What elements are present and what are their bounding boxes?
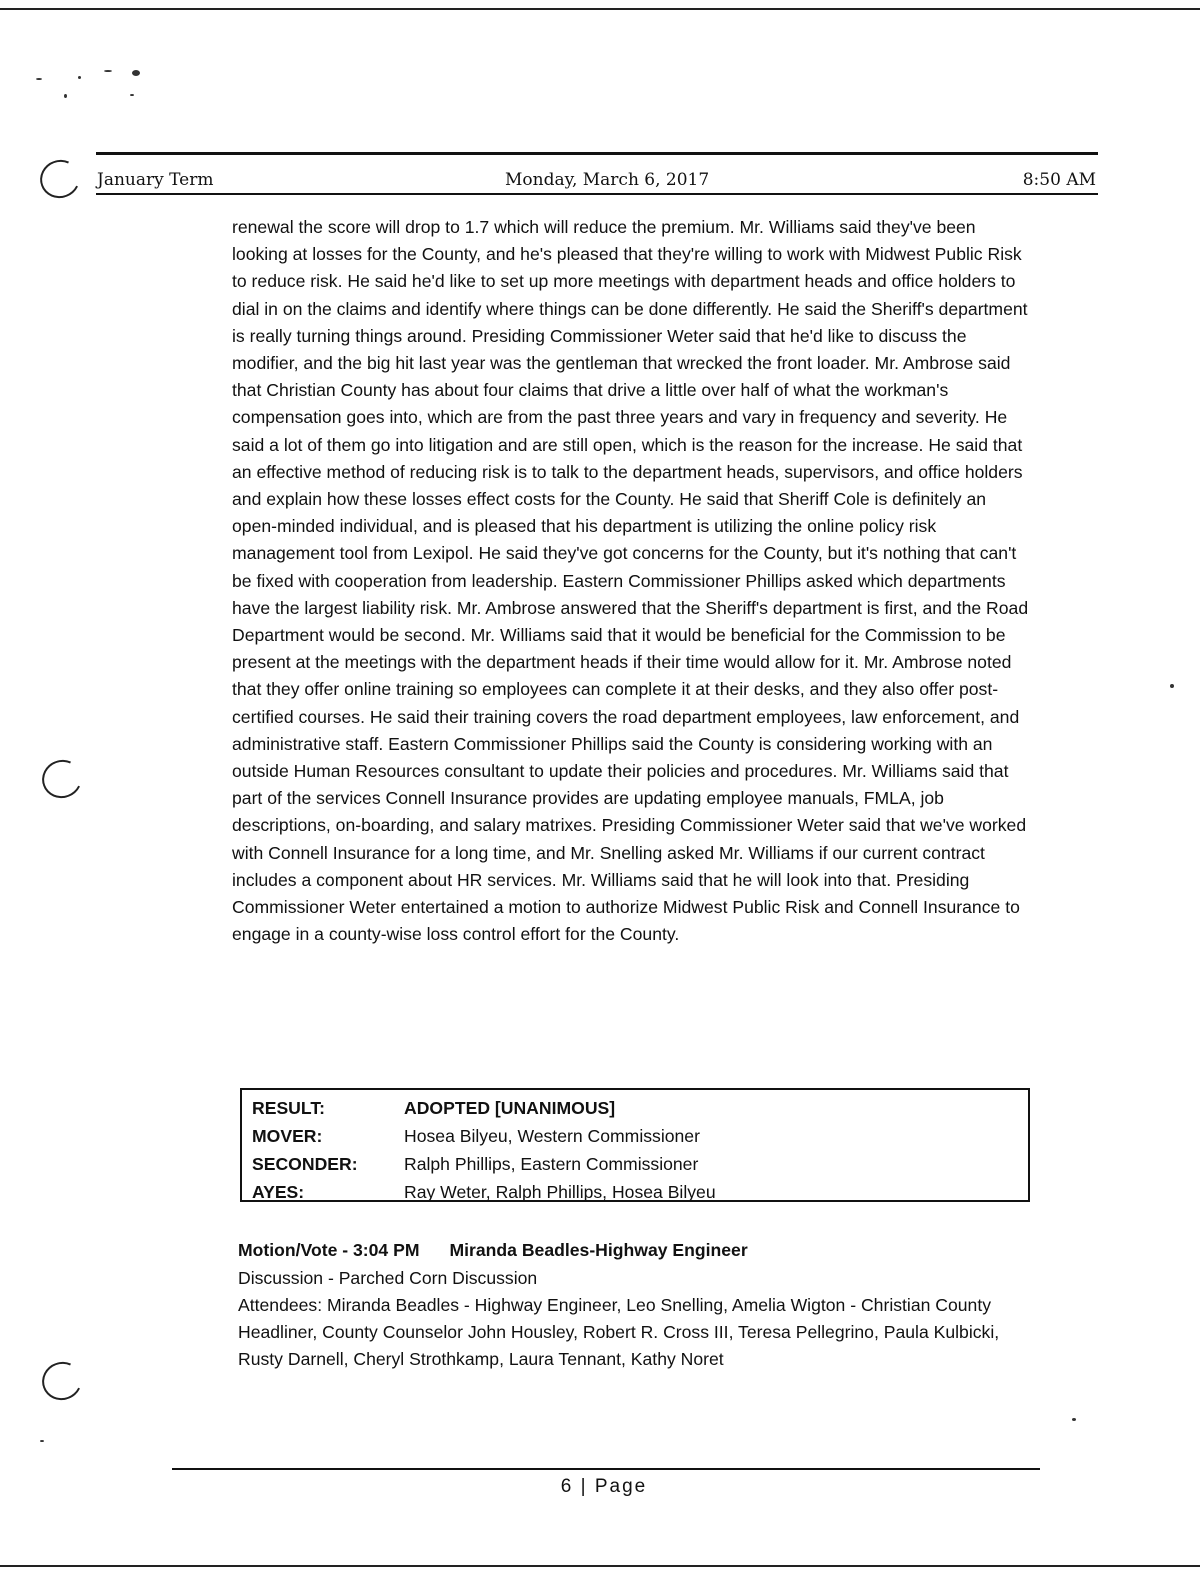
discussion-line: Discussion - Parched Corn Discussion (238, 1268, 538, 1288)
seconder-row (252, 1154, 698, 1175)
punch-hole (37, 1356, 88, 1405)
page-number: 6 | Page (560, 1476, 648, 1497)
scan-speck (40, 1440, 44, 1442)
scan-speck (132, 70, 140, 76)
mover-label: MOVER: (252, 1126, 323, 1146)
vote-result-box (240, 1088, 1030, 1202)
scan-speck (64, 94, 67, 98)
scan-speck (1072, 1418, 1076, 1421)
motion-label: Motion/Vote - (238, 1240, 349, 1260)
scan-top-edge (0, 8, 1200, 10)
punch-hole (35, 154, 86, 203)
header-term: January Term (97, 170, 214, 190)
footer-rule (172, 1468, 1040, 1470)
motion-presenter: Miranda Beadles-Highway Engineer (449, 1240, 748, 1260)
motion-heading (238, 1240, 748, 1261)
mover-row (252, 1126, 700, 1147)
ayes-label: AYES: (252, 1182, 305, 1202)
scan-speck (1170, 684, 1174, 688)
motion-time: 3:04 PM (353, 1240, 420, 1260)
scan-speck (130, 94, 134, 96)
ayes-value: Ray Weter, Ralph Phillips, Hosea Bilyeu (404, 1182, 716, 1202)
header-time: 8:50 AM (1022, 170, 1096, 190)
header-date: Monday, March 6, 2017 (505, 170, 710, 190)
minutes-paragraph: renewal the score will drop to 1.7 which will reduce the premium. Mr. Williams said they've been looking at losses for the County, and he's pleased that they're willing to work with Midwest Public Risk to reduce risk. He said he'd like to set up more meetings with department heads and office holders to dial in on the claims and identify where things can be done differently. He said the Sheriff's department is really turning things around. Presiding Commissioner Weter said that he'd like to discuss the modifier, and the big hit last year was the gentleman that wrecked the front loader. Mr. Ambrose said that Christian County has about four claims that drive a little over half of what the workman's compensation goes into, which are from the past three years and vary in frequency and severity. He said a lot of them go into litigation and are still open, which is the reason for the increase. He said that an effective method of reducing risk is to talk to the department heads, supervisors, and office holders and explain how these losses effect costs for the County. He said that Sheriff Cole is definitely an open-minded individual, and is pleased that his department is utilizing the online policy risk management tool from Lexipol. He said they've got concerns for the County, but it's nothing that can't be fixed with cooperation from leadership. Eastern Commissioner Phillips asked which departments have the largest liability risk. Mr. Ambrose answered that the Sheriff's department is first, and the Road Department would be second. Mr. Williams said that it would be beneficial for the Commission to be present at the meetings with the department heads if their time would allow for it. Mr. Ambrose noted that they offer online training so employees can complete it at their desks, and they also offer post-certified courses. He said their training covers the road department employees, law enforcement, and administrative staff. Eastern Commissioner Phillips said the County is considering working with an outside Human Resources consultant to update their policies and procedures. Mr. Williams said that part of the services Connell Insurance provides are updating employee manuals, FMLA, job descriptions, on-boarding, and salary matrixes. Presiding Commissioner Weter said that we've worked with Connell Insurance for a long time, and Mr. Snelling asked Mr. Williams if our current contract includes a component about HR services. Mr. Williams said that he will look into that. Presiding Commissioner Weter entertained a motion to authorize Midwest Public Risk and Connell Insurance to engage in a county-wise loss control effort for the County. (232, 217, 1029, 945)
scan-speck (104, 70, 112, 72)
seconder-label: SECONDER: (252, 1154, 358, 1174)
ayes-row (252, 1182, 716, 1203)
punch-hole (37, 754, 88, 803)
header-bottom-rule (96, 193, 1098, 195)
scan-speck (78, 76, 81, 79)
result-label: RESULT: (252, 1098, 325, 1118)
result-row (252, 1098, 615, 1119)
scan-speck (36, 78, 42, 80)
attendees-list: Attendees: Miranda Beadles - Highway Engineer, Leo Snelling, Amelia Wigton - Christian County Headliner, County Counselor John Housley, Robert R. Cross III, Teresa Pellegrino, Paula Kulbicki, Rusty Darnell, Cheryl Strothkamp, Laura Tennant, Kathy Noret (238, 1295, 1000, 1369)
scan-bottom-edge (0, 1565, 1200, 1567)
mover-value: Hosea Bilyeu, Western Commissioner (404, 1126, 700, 1146)
header-top-rule (96, 152, 1098, 155)
seconder-value: Ralph Phillips, Eastern Commissioner (404, 1154, 699, 1174)
result-value: ADOPTED [UNANIMOUS] (404, 1098, 616, 1118)
